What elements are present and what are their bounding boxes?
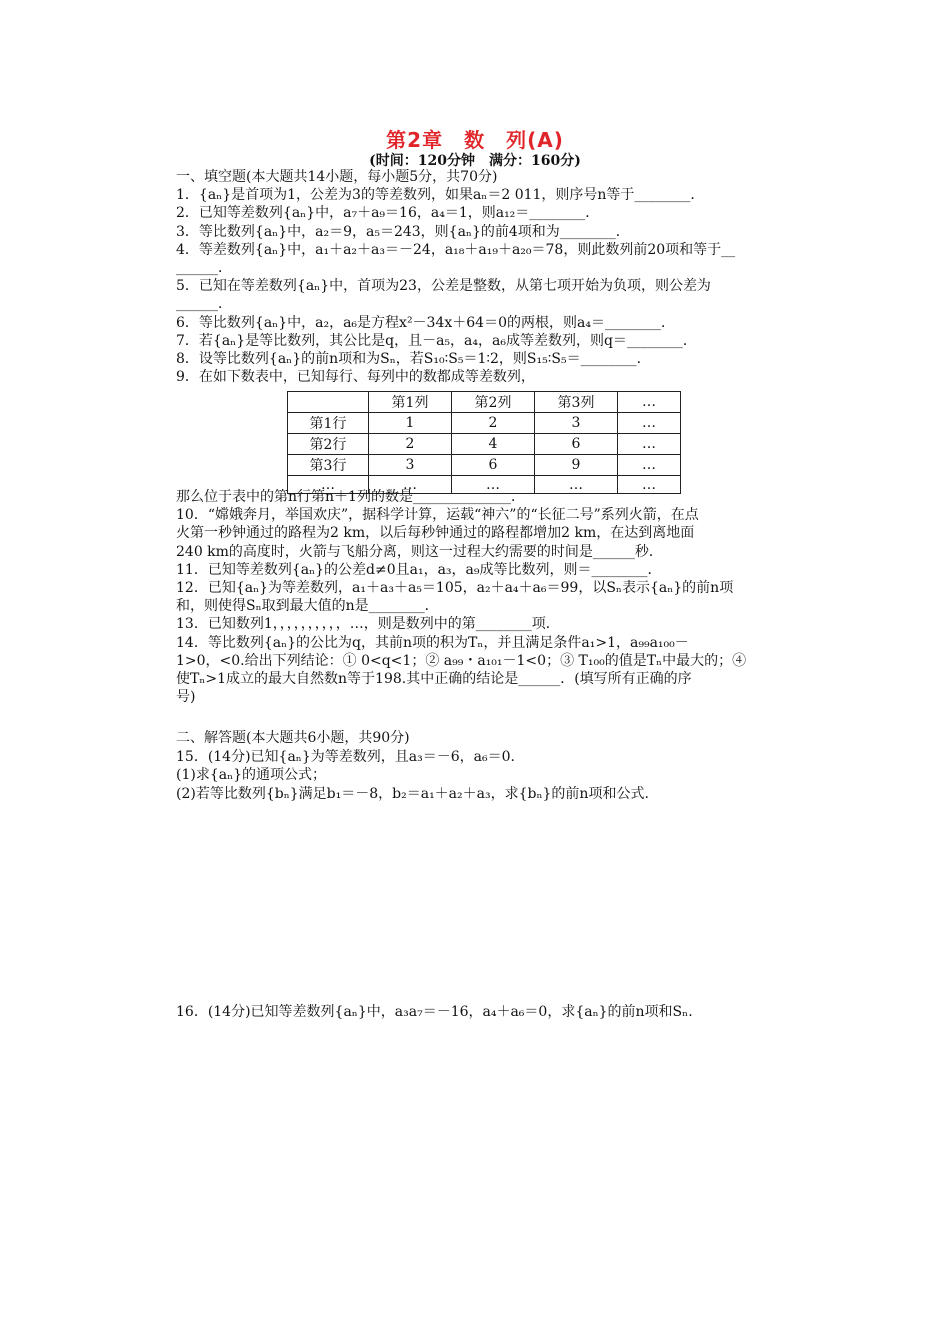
page-title: 第2章 数 列(A) <box>386 128 564 152</box>
number-table <box>287 391 681 494</box>
table-cell: … <box>535 476 618 494</box>
table-cell <box>288 392 369 413</box>
table-cell: 6 <box>535 434 618 455</box>
table-cell: 第2行 <box>288 434 369 455</box>
question-line: 1．{aₙ}是首项为1，公差为3的等差数列，如果aₙ＝2 011，则序号n等于________． <box>176 187 705 204</box>
question-line: 11．已知等差数列{aₙ}的公差d≠0且a₁，a₃，a₉成等比数列，则＝________． <box>176 561 662 578</box>
table-cell: 第2列 <box>452 392 535 413</box>
fill-blank-section <box>176 168 810 386</box>
table-cell: … <box>618 455 681 476</box>
question-line: ______． <box>176 260 232 277</box>
answer-section <box>176 729 649 803</box>
question-line: 10．“嫦娥奔月，举国欢庆”，据科学计算，运载“神六”的“长征二号”系列火箭，在点 <box>176 507 699 524</box>
table-cell: … <box>452 476 535 494</box>
table-cell: 2 <box>452 413 535 434</box>
question-line: ______． <box>176 296 232 313</box>
question-line: 8．设等比数列{aₙ}的前n项和为Sₙ，若S₁₀∶S₅＝1∶2，则S₁₅∶S₅＝________． <box>176 351 651 368</box>
table-cell: 3 <box>535 413 618 434</box>
table-cell: 第3列 <box>535 392 618 413</box>
table-cell: 4 <box>452 434 535 455</box>
question-line: 火第一秒钟通过的路程为2 km，以后每秒钟通过的路程都增加2 km，在达到离地面 <box>176 525 695 542</box>
question-line: 9．在如下数表中，已知每行、每列中的数都成等差数列， <box>176 369 535 386</box>
table-row <box>288 413 681 434</box>
table-cell: 1 <box>369 413 452 434</box>
question-16-text: 16．(14分)已知等差数列{aₙ}中，a₃a₇＝－16，a₄＋a₆＝0，求{aₙ}的前n项和Sₙ. <box>176 1004 693 1020</box>
question-15-part-1: (1)求{aₙ}的通项公式； <box>176 767 327 783</box>
table-cell: 第1列 <box>369 392 452 413</box>
question-15: 15．(14分)已知{aₙ}为等差数列，且a₃＝－6，a₆＝0. <box>176 748 515 765</box>
question-line: 3．等比数列{aₙ}中，a₂＝9，a₅＝243，则{aₙ}的前4项和为________． <box>176 223 630 240</box>
table-cell: 第1行 <box>288 413 369 434</box>
table-cell: 2 <box>369 434 452 455</box>
question-line: 5．已知在等差数列{aₙ}中，首项为23，公差是整数，从第七项开始为负项，则公差为 <box>176 278 711 295</box>
table-cell: … <box>369 476 452 494</box>
table-cell: … <box>618 413 681 434</box>
table-cell: … <box>618 476 681 494</box>
table-row <box>288 434 681 455</box>
question-line: 240 km的高度时，火箭与飞船分离，则这一过程大约需要的时间是______秒． <box>176 543 663 560</box>
table-cell: 3 <box>369 455 452 476</box>
question-15-part-2: (2)若等比数列{bₙ}满足b₁＝－8，b₂＝a₁＋a₂＋a₃，求{bₙ}的前n项和公式. <box>176 785 649 802</box>
table-cell: … <box>288 476 369 494</box>
table-cell: 6 <box>452 455 535 476</box>
question-line: 那么位于表中的第n行第n＋1列的数是______________． <box>176 489 525 505</box>
question-line: 14．等比数列{aₙ}的公比为q，其前n项的积为Tₙ，并且满足条件a₁>1，a₉₉a₁₀₀－ <box>176 634 689 651</box>
question-line: 6．等比数列{aₙ}中，a₂，a₆是方程x²－34x＋64＝0的两根，则a₄＝________． <box>176 314 675 331</box>
table-cell: 9 <box>535 455 618 476</box>
table-cell: … <box>618 392 681 413</box>
question-line: 4．等差数列{aₙ}中，a₁＋a₂＋a₃＝－24，a₁₈＋a₁₉＋a₂₀＝78，则此数列前20项和等于__ <box>176 241 736 258</box>
section-heading: 一、填空题(本大题共14小题，每小题5分，共70分) <box>176 169 498 185</box>
question-line: 1>0，<0.给出下列结论：① 0<q<1；② a₉₉・a₁₀₁－1<0；③ T₁₀₀的值是Tₙ中最大的；④ <box>176 652 747 669</box>
table-cell: … <box>618 434 681 455</box>
section-heading: 二、解答题(本大题共6小题，共90分) <box>176 730 410 746</box>
question-line: 使Tₙ>1成立的最大自然数n等于198.其中正确的结论是______．(填写所有正确的序 <box>176 671 692 688</box>
question-line: 12．已知{aₙ}为等差数列，a₁＋a₃＋a₅＝105，a₂＋a₄＋a₆＝99，以Sₙ表示{aₙ}的前n项 <box>176 580 734 597</box>
table-row <box>288 455 681 476</box>
table-cell: 第3行 <box>288 455 369 476</box>
question-line: 2．已知等差数列{aₙ}中，a₇＋a₉＝16，a₄＝1，则a₁₂＝________． <box>176 205 600 222</box>
question-line: 7．若{aₙ}是等比数列，其公比是q，且－a₅，a₄，a₆成等差数列，则q＝________． <box>176 332 697 349</box>
question-16 <box>176 1003 693 1021</box>
fill-blank-section-continued <box>176 488 810 706</box>
question-line: 和，则使得Sₙ取到最大值的n是________． <box>176 598 439 615</box>
exam-info: (时间：120分钟 满分：160分) <box>369 153 581 169</box>
table-header-row <box>288 392 681 413</box>
question-line: 13．已知数列1，，，，，，，，，，…，则是数列中的第________项． <box>176 616 560 633</box>
question-line: 号) <box>176 689 196 706</box>
